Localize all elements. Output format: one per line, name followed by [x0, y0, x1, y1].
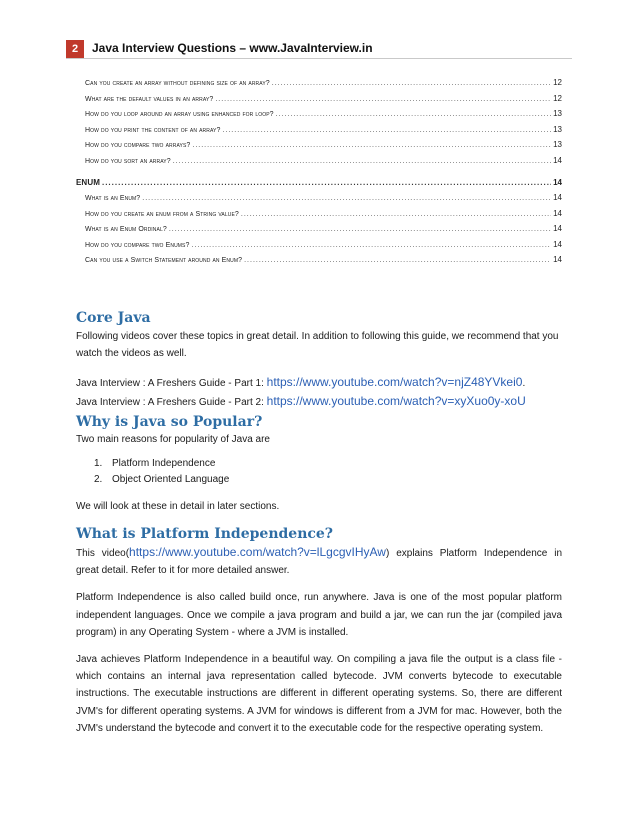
toc-entry[interactable] — [76, 78, 562, 94]
toc-entry[interactable] — [76, 156, 562, 172]
toc-entry-page: 14 — [553, 224, 562, 233]
toc-entry-title: How do you compare two arrays? — [85, 142, 191, 149]
toc-entry-page: 14 — [553, 155, 562, 165]
toc-entry-page: 14 — [553, 177, 562, 187]
toc-entry-title: Can you create an array without defining size of an array? — [85, 80, 270, 87]
list-item — [94, 472, 562, 488]
toc-leader-dots — [191, 242, 551, 249]
paragraph-text: ) explains Platform Independence in great detail. Refer to it for more detailed answer. — [76, 548, 563, 577]
page-number-badge: 2 — [66, 40, 84, 58]
toc-entry-title: What is an Enum? — [85, 195, 141, 202]
toc-entry-title: How do you sort an array? — [85, 157, 171, 165]
core-java-intro: Following videos cover these topics in great detail. In addition to following this guide, we recommend that you watch the videos as well. — [76, 331, 559, 360]
toc-entry-title: What is an Enum Ordinal? — [85, 226, 167, 233]
paragraph-text: This video( — [76, 548, 130, 559]
toc-entry[interactable] — [76, 94, 562, 110]
toc-entry-title: What are the default values in an array? — [85, 95, 214, 103]
table-of-contents — [76, 78, 562, 271]
toc-leader-dots — [241, 211, 551, 218]
list-text: Platform Independence — [112, 458, 216, 470]
toc-leader-dots — [173, 158, 551, 165]
platform-paragraph-1 — [76, 544, 562, 579]
toc-entry-title: How do you print the content of an array? — [85, 126, 221, 134]
toc-entry-title: How do you compare two Enums? — [85, 241, 190, 249]
list-number: 1. — [94, 458, 103, 470]
why-popular-heading: Why is Java so Popular? — [76, 414, 263, 430]
video-label: Java Interview : A Freshers Guide - Part 2: — [76, 396, 267, 408]
toc-entry-page: 14 — [553, 255, 562, 264]
list-number: 2. — [94, 474, 103, 486]
platform-independence-heading: What is Platform Independence? — [76, 526, 334, 542]
toc-entry[interactable] — [76, 125, 562, 141]
toc-entry[interactable] — [76, 240, 562, 256]
toc-leader-dots — [215, 96, 551, 103]
toc-entry-page: 13 — [553, 109, 562, 118]
toc-leader-dots — [169, 226, 551, 233]
header-title: Java Interview Questions – www.JavaInterview.in — [92, 41, 373, 55]
toc-entry-page: 14 — [553, 193, 562, 202]
toc-entry[interactable] — [76, 224, 562, 240]
toc-leader-dots — [222, 127, 551, 134]
toc-entry-page: 13 — [553, 124, 562, 134]
toc-leader-dots — [192, 142, 551, 149]
toc-section-title: ENUM — [76, 177, 100, 187]
toc-leader-dots — [102, 178, 551, 187]
core-java-heading: Core Java — [76, 310, 151, 326]
platform-paragraph-2: Platform Independence is also called build once, run anywhere. Java is one of the most popular platform independent languages. Once we compile a java program and build a jar, we can run the jar (compiled java program) in any Operating System - where a JVM is installed. — [76, 592, 562, 638]
toc-entry[interactable] — [76, 140, 562, 156]
toc-leader-dots — [272, 80, 551, 87]
list-item — [94, 456, 562, 472]
toc-entry[interactable] — [76, 255, 562, 271]
platform-paragraph-3: Java achieves Platform Independence in a beautiful way. On compiling a java file the output is a class file - which contains an internal java representation called bytecode. JVM converts bytecode to executable instructions. The executable instructions are different in different operating systems. So, there are different JVM's for different operating systems. A JVM for windows is different from a JVM for mac. However, both the JVM's understand the bytecode and convert it to the executable code for the respective operating system. — [76, 654, 562, 734]
toc-entry-title: How do you create an enum from a String value? — [85, 210, 239, 218]
platform-independence-section — [76, 526, 562, 737]
toc-leader-dots — [244, 257, 551, 264]
toc-entry[interactable] — [76, 109, 562, 125]
toc-entry-page: 13 — [553, 140, 562, 149]
toc-leader-dots — [142, 195, 551, 202]
video-link[interactable]: https://www.youtube.com/watch?v=xyXuo0y-xoU — [266, 393, 526, 408]
core-java-section — [76, 310, 562, 411]
toc-entry[interactable] — [76, 209, 562, 225]
toc-entry[interactable] — [76, 193, 562, 209]
toc-section-entry[interactable] — [76, 171, 562, 193]
video-label: Java Interview : A Freshers Guide - Part 1: — [76, 378, 267, 390]
toc-entry-page: 12 — [553, 78, 562, 87]
sentence-end: . — [522, 378, 526, 390]
page-header — [66, 40, 572, 59]
toc-leader-dots — [276, 111, 551, 118]
toc-entry-title: How do you loop around an array using enhanced for loop? — [85, 111, 274, 118]
video-link[interactable]: https://www.youtube.com/watch?v=njZ48YVkei0 — [266, 375, 523, 390]
toc-entry-title: Can you use a Switch Statement around an Enum? — [85, 257, 243, 264]
video-link-line-2 — [76, 393, 562, 411]
toc-entry-page: 14 — [553, 208, 562, 218]
reasons-list — [94, 456, 562, 488]
video-link-line-1 — [76, 374, 562, 392]
why-popular-section — [76, 414, 562, 515]
video-link[interactable]: https://www.youtube.com/watch?v=lLgcgvIHyAw — [129, 545, 386, 559]
why-popular-intro: Two main reasons for popularity of Java are — [76, 434, 270, 445]
toc-entry-page: 14 — [553, 239, 562, 249]
why-popular-outro: We will look at these in detail in later sections. — [76, 501, 280, 513]
list-text: Object Oriented Language — [112, 474, 230, 486]
toc-entry-page: 12 — [553, 93, 562, 103]
